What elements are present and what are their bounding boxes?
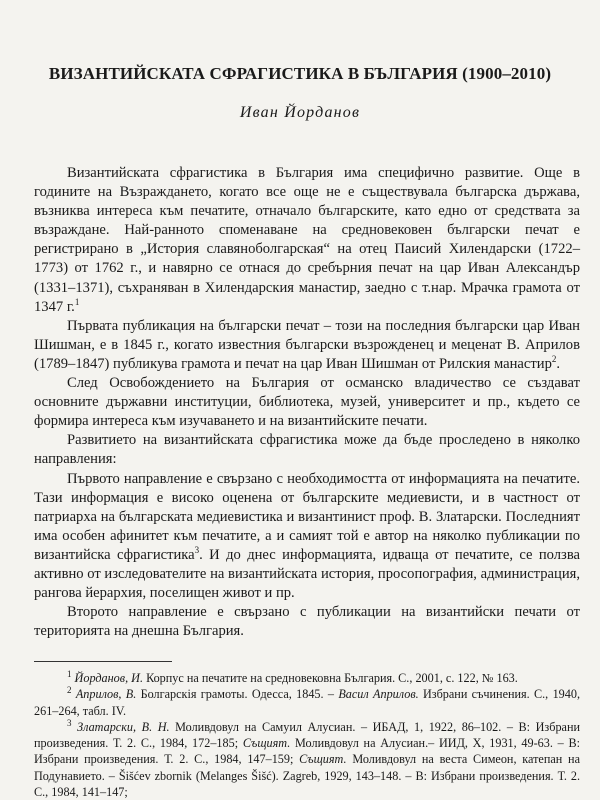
- paragraph: Развитието на византийската сфрагистика може да бъде проследено в няколко направления:: [34, 432, 580, 468]
- footnote: [34, 670, 580, 686]
- footnote-text: Болгарскія грамоты. Одесса, 1845. –: [136, 687, 339, 702]
- footnote-text: Моливдовул на Самуил Алусиан. – ИБАД, 1, 1922, 86–102. – В: Избрани произведения. Т. 2. С., 1984, 172–185;: [34, 719, 580, 751]
- footnote: [34, 686, 580, 719]
- paragraph-text: .: [556, 355, 561, 372]
- paragraph-text: Първата публикация на български печат – този на последния български цар Иван Шишман, е в 1845 г., когато известния български възрожденец и меценат В. Априлов (1789–1847) публикува грамота и печат на цар Иван Шишман от Рилския манастир: [34, 317, 580, 372]
- footnote-ref[interactable]: 3: [194, 545, 200, 556]
- footnote-author: Васил Априлов.: [338, 687, 419, 702]
- footnote-text: Моливдовул на Алусиан.– ИИД, X, 1931, 49-63. – В: Избрани произведения. Т. 2. С., 1984, 147–159;: [34, 736, 581, 767]
- paragraph-text: Византийската сфрагистика в България има специфично развитие. Още в годините на Възраждането, когато все още не е съществувала българска държава, възниква интереса към печатите, отначало българските, като едно от средствата за възраждане. Най-ранното споменаване на средновековен български печат е регистрирано в „История славяноболгарская“ на отец Паисий Хилендарски (1722–1773) от 1762 г., и навярно се отнася до сребърния печат на цар Иван Александър (1331–1371), съхраняван в Хилендарския манастир, заедно с т.нар. Мрачка грамота от 1347 г.: [34, 165, 580, 315]
- article-body: [34, 164, 580, 641]
- footnotes: [34, 670, 580, 800]
- page-title: ВИЗАНТИЙСКАТА СФРАГИСТИКА В БЪЛГАРИЯ (1900–2010): [48, 64, 552, 83]
- footnote-author: Йорданов, И.: [74, 671, 144, 685]
- paragraph-text: Първото направление е свързано с необходимостта от информацията на печатите. Тази информация е високо оценена от българските медиевисти, и в частност от патриарха на българската медиевистика и византинист проф. В. Златарски. Последният има особен афинитет към печатите, а и самият той е автор на няколко публикации по византийска сфрагистика: [34, 470, 580, 563]
- footnote-author: Същият.: [242, 736, 291, 751]
- footnote-text: Корпус на печатите на средновековна България. С., 2001, с. 122, № 163.: [143, 671, 518, 685]
- paragraph: [34, 317, 580, 374]
- footnote-number: 3: [67, 717, 72, 728]
- footnote-ref[interactable]: 2: [551, 354, 557, 365]
- footnote-author: Априлов, В.: [75, 687, 137, 702]
- footnote-author: Златарски, В. Н.: [77, 719, 170, 734]
- author-name: Иван Йорданов: [239, 104, 361, 121]
- footnote-text: Моливдовул на веста Симеон, катепан на Подунавието. – Šišćev zbornik (Melanges Šišć). Zagreb, 1929, 143–148. – В: Избрани произведения. Т. 2. С., 1984, 141–147;: [34, 752, 580, 800]
- paragraph: [34, 164, 580, 317]
- paragraph: След Освобождението на България от османско владичество се създават основните държавни институции, библиотека, музей, университет и пр., където се формира интереса към изучаването и на византийските печати.: [34, 375, 580, 430]
- paragraph: [34, 470, 580, 604]
- footnote-text: Избрани съчинения. С., 1940, 261–264, табл. IV.: [34, 687, 580, 718]
- paragraph: Второто направление е свързано с публикации на византийски печати от територията на днешна България.: [34, 604, 580, 640]
- footnote-number: 2: [67, 685, 72, 696]
- footnote-author: Същият.: [299, 752, 347, 767]
- footnote-divider: [34, 661, 172, 662]
- paragraph-text: . И до днес информацията, идваща от печатите, се ползва активно от изследователите на византийската история, просопография, администрация, рангова йерархия, поселищен живот и пр.: [34, 546, 581, 602]
- footnote-ref[interactable]: 1: [74, 296, 80, 307]
- footnote-number: 1: [67, 668, 72, 679]
- footnote: [34, 719, 580, 800]
